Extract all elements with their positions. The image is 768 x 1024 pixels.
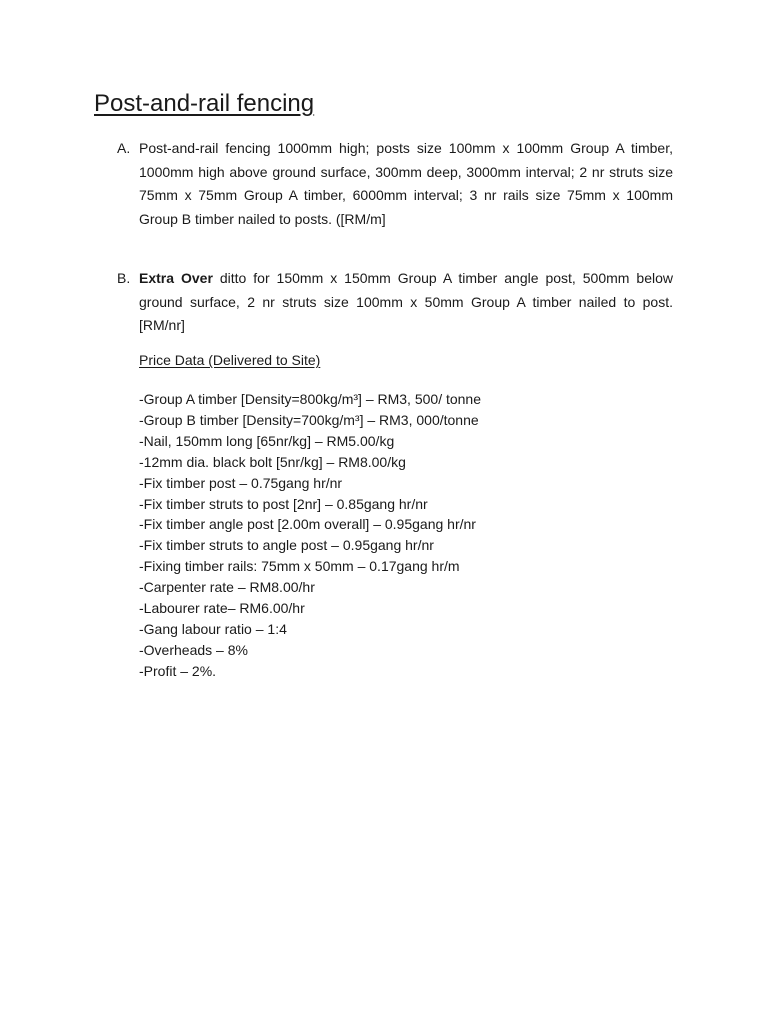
price-line: -Profit – 2%. <box>139 662 217 679</box>
price-line: -Fix timber struts to post [2nr] – 0.85gang hr/nr <box>139 495 428 512</box>
price-data-list <box>139 389 481 682</box>
list-item-text <box>139 267 673 338</box>
list-item-b <box>117 267 673 338</box>
price-line: -Fixing timber rails: 75mm x 50mm – 0.17gang hr/m <box>139 558 460 575</box>
price-line: -Overheads – 8% <box>139 641 248 658</box>
price-line: -Carpenter rate – RM8.00/hr <box>139 579 315 596</box>
price-line: -Group B timber [Density=700kg/m³] – RM3, 000/tonne <box>139 411 479 428</box>
list-item-a <box>117 137 673 231</box>
price-line: -Gang labour ratio – 1:4 <box>139 620 287 637</box>
item-description: ditto for 150mm x 150mm Group A timber angle post, 500mm below ground surface, 2 nr struts size 100mm x 50mm Group A timber nailed to post. [RM/nr] <box>139 270 673 333</box>
price-line: -12mm dia. black bolt [5nr/kg] – RM8.00/kg <box>139 453 406 470</box>
price-line: -Nail, 150mm long [65nr/kg] – RM5.00/kg <box>139 432 395 449</box>
item-description: Post-and-rail fencing 1000mm high; posts size 100mm x 100mm Group A timber, 1000mm high above ground surface, 300mm deep, 3000mm interval; 2 nr struts size 75mm x 75mm Group A timber, 6000mm interval; 3 nr rails size 75mm x 100mm Group B timber nailed to posts. ([RM/m] <box>139 140 673 227</box>
item-lead: Extra Over <box>139 270 213 286</box>
price-line: -Labourer rate– RM6.00/hr <box>139 600 305 617</box>
list-marker: A. <box>117 140 131 156</box>
price-line: -Fix timber post – 0.75gang hr/nr <box>139 474 343 491</box>
price-line: -Group A timber [Density=800kg/m³] – RM3, 500/ tonne <box>139 391 482 407</box>
list-marker: B. <box>117 270 131 286</box>
list-item-text <box>139 137 673 231</box>
page-title: Post-and-rail fencing <box>94 90 315 117</box>
price-data-heading: Price Data (Delivered to Site) <box>139 352 321 368</box>
price-line: -Fix timber angle post [2.00m overall] – 0.95gang hr/nr <box>139 516 476 533</box>
price-line: -Fix timber struts to angle post – 0.95gang hr/nr <box>139 537 434 554</box>
